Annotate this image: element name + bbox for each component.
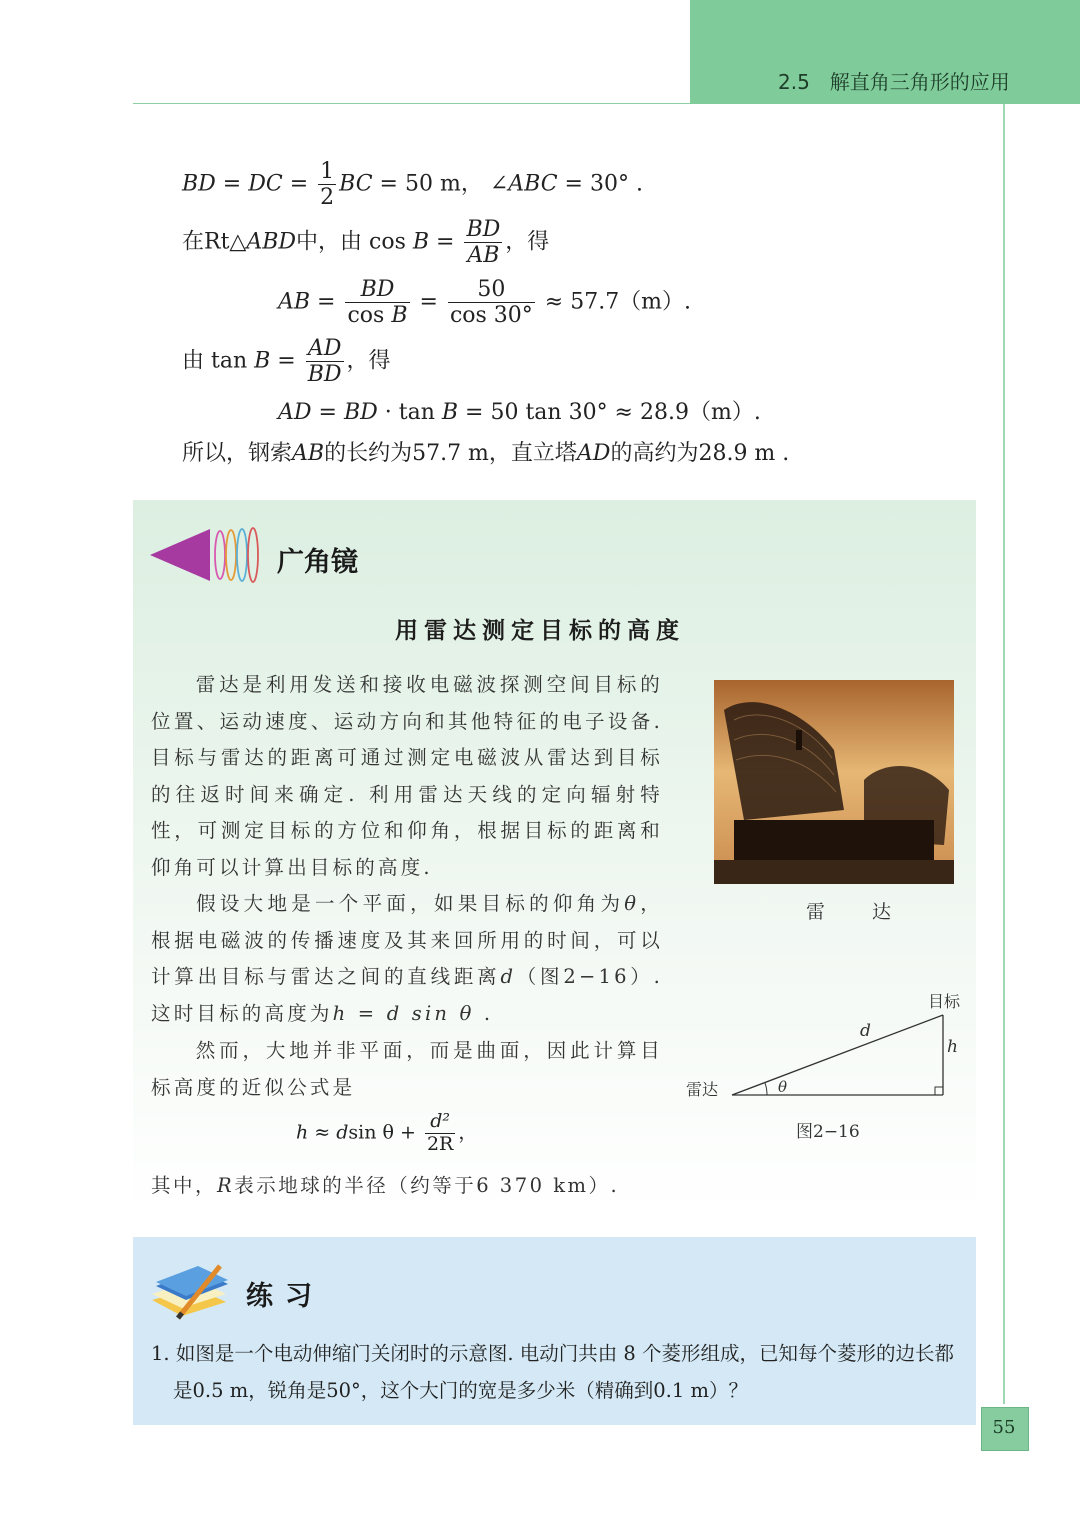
fraction-50-cos30: $\frac{50}{\cos 30^\circ}$ (449, 277, 533, 329)
article-paragraph-2: 假设大地是一个平面，如果目标的仰角为θ，根据电磁波的传播速度及其来回所用的时间，可以计算出目标与雷达之间的直线距离d（图2−16）. 这时目标的高度为h = d sin θ . (151, 892, 663, 1025)
label-target: 目标 (928, 992, 961, 1011)
fraction-bd-ab: $\frac{BD}{AB}$ (466, 217, 501, 269)
books-pencil-icon (148, 1258, 234, 1322)
fraction-one-half: $\frac{1}{2}$ (320, 159, 335, 211)
fraction-bd-cosb: $\frac{BD}{\text{cos B}}$ (347, 277, 408, 329)
label-h: h (947, 1037, 958, 1057)
wide-angle-label: 广角镜 (277, 547, 358, 578)
solution-conclusion: 所以，钢索AB的长约为57.7 m，直立塔AD的高约为28.9 m . (182, 441, 790, 466)
solution-line-1: BD = DC = $\frac{1}{2}$ BC = 50 m， ∠ABC = 30° . (182, 159, 643, 211)
figure-caption: 图2−16 (796, 1122, 860, 1142)
practice-label: 练习 (246, 1281, 324, 1312)
solution-line-5: AD = BD · tan B = 50 tan 30° ≈ 28.9（m）. (278, 400, 761, 425)
fraction-ad-bd: $\frac{AD}{BD}$ (307, 336, 342, 388)
article-title: 用雷达测定目标的高度 (395, 617, 685, 644)
page-number: 55 (992, 1417, 1016, 1438)
solution-line-3: AB = $\frac{BD}{\text{cos B}}$ = $\frac{50}{\cos 30^\circ}$ ≈ 57.7（m）. (278, 277, 692, 329)
solution-line-4: 由 tan B = $\frac{AD}{BD}$ ，得 (182, 336, 391, 388)
label-theta: θ (778, 1078, 788, 1096)
article-paragraph-1: 雷达是利用发送和接收电磁波探测空间目标的位置、运动速度、运动方向和其他特征的电子设备. 目标与雷达的距离可通过测定电磁波从雷达到目标的往返时间来确定. 利用雷达天线的定向辐射特性，可测定目标的方位和仰角，根据目标的距离和仰角可以计算出目标的高度. (151, 673, 663, 879)
label-radar: 雷达 (686, 1080, 719, 1099)
approximation-formula: h ≈ dsin θ + $\frac{\text{d²}}{2R}$ ， (296, 1110, 478, 1155)
radar-photo (714, 680, 954, 884)
page-margin-rule (1003, 104, 1005, 1404)
megaphone-icon (148, 523, 268, 587)
label-d: d (860, 1021, 871, 1041)
photo-caption: 雷 达 (806, 901, 906, 923)
solution-line-2: 在Rt△ABD中，由 cos B = $\frac{BD}{AB}$ ，得 (182, 217, 550, 269)
earth-radius-note: 其中，R表示地球的半径（约等于6 370 km）. (151, 1174, 620, 1197)
header-rule (133, 103, 690, 104)
article-paragraph-3: 然而，大地并非平面，而是曲面，因此计算目标高度的近似公式是 (151, 1039, 663, 1099)
exercise-question-1: 1. 如图是一个电动伸缩门关闭时的示意图. 电动门共由 8 个菱形组成，已知每个菱形的边长都是0.5 m，锐角是50°，这个大门的宽是多少米（精确到0.1 m）？ (151, 1342, 955, 1402)
chapter-title: 2.5 解直角三角形的应用 (778, 70, 1010, 94)
